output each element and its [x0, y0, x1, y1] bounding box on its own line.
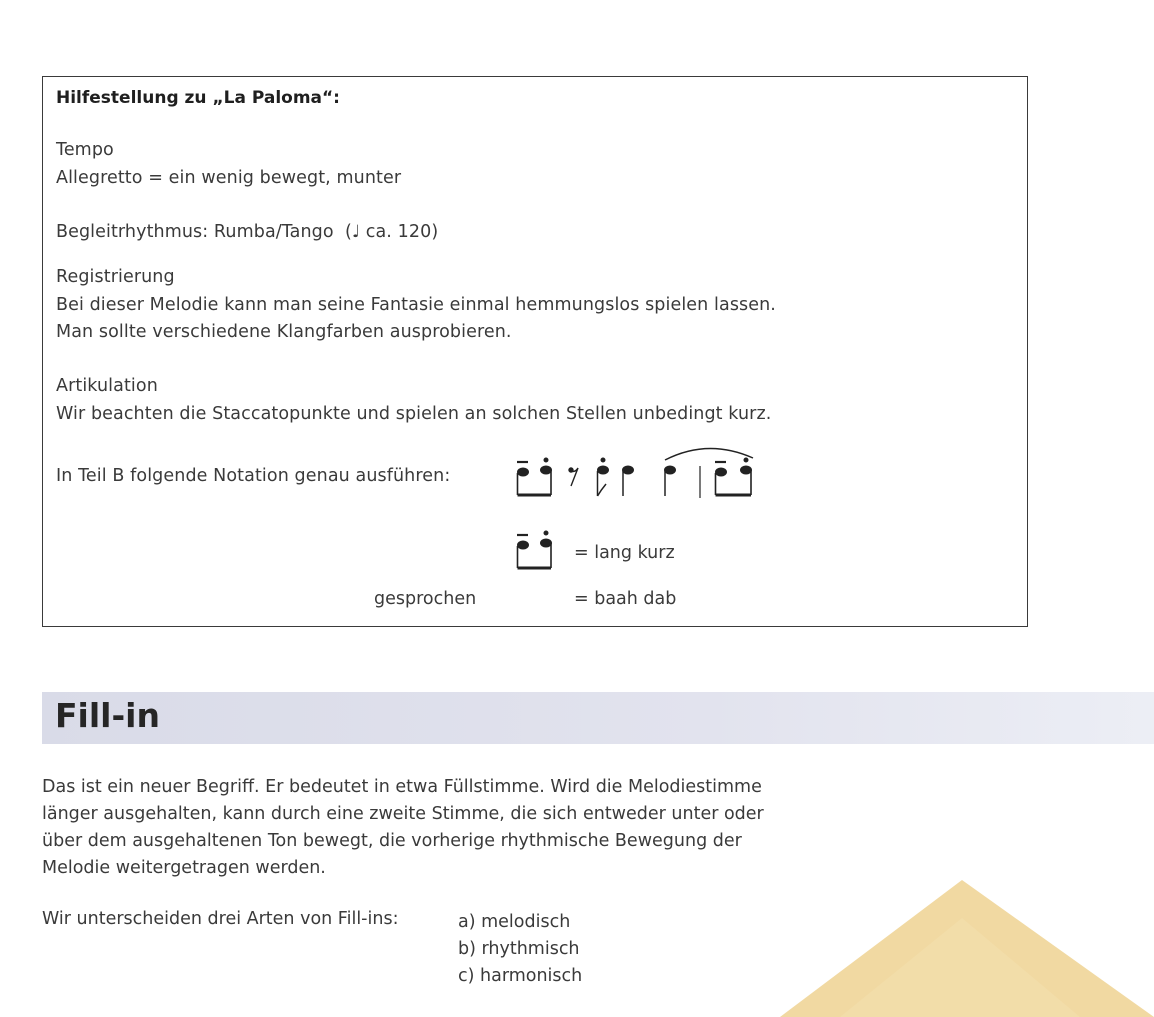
- registration-line-2: Man sollte verschiedene Klangfarben ausprobieren.: [56, 322, 512, 342]
- equals-long-short: = lang kurz: [574, 543, 675, 563]
- equals-spoken: = baah dab: [574, 589, 677, 609]
- quarter-note-icon: ♩: [351, 222, 361, 242]
- registration-heading: Registrierung: [56, 267, 175, 287]
- rhythm-tempo-open: (: [345, 222, 352, 242]
- rhythm-tempo-value: ca. 120): [365, 222, 439, 242]
- list-item: c) harmonisch: [458, 966, 583, 986]
- rhythm-label: Begleitrhythmus: Rumba/Tango: [56, 222, 334, 242]
- types-list: [458, 909, 582, 990]
- paragraph-line: länger ausgehalten, kann durch eine zweite Stimme, die sich entweder unter oder: [42, 804, 764, 824]
- articulation-text: Wir beachten die Staccatopunkte und spielen an solchen Stellen unbedingt kurz.: [56, 404, 772, 424]
- paragraph-line: Das ist ein neuer Begriff. Er bedeutet in etwa Füllstimme. Wird die Melodiestimme: [42, 777, 762, 797]
- list-item: b) rhythmisch: [458, 939, 580, 959]
- spoken-label: gesprochen: [374, 589, 477, 609]
- tempo-text: Allegretto = ein wenig bewegt, munter: [56, 168, 402, 188]
- notation-intro: In Teil B folgende Notation genau ausführen:: [56, 466, 451, 486]
- rhythm-notation-icon: [513, 440, 773, 510]
- section-title: Fill-in: [55, 696, 160, 735]
- long-short-notation-icon: [513, 527, 563, 577]
- paper-corner-decoration: [780, 880, 1154, 1017]
- paragraph-line: über dem ausgehaltenen Ton bewegt, die vorherige rhythmische Bewegung der: [42, 831, 742, 851]
- section-paragraph: [42, 774, 862, 882]
- help-box-title: Hilfestellung zu „La Paloma“:: [56, 88, 340, 108]
- registration-line-1: Bei dieser Melodie kann man seine Fantasie einmal hemmungslos spielen lassen.: [56, 295, 776, 315]
- types-label: Wir unterscheiden drei Arten von Fill-ins:: [42, 909, 399, 929]
- list-item: a) melodisch: [458, 912, 571, 932]
- paragraph-line: Melodie weitergetragen werden.: [42, 858, 326, 878]
- help-box: [42, 76, 1028, 627]
- rhythm-line: [56, 222, 438, 242]
- tempo-heading: Tempo: [56, 140, 114, 160]
- section-banner: [42, 692, 1154, 744]
- articulation-heading: Artikulation: [56, 376, 158, 396]
